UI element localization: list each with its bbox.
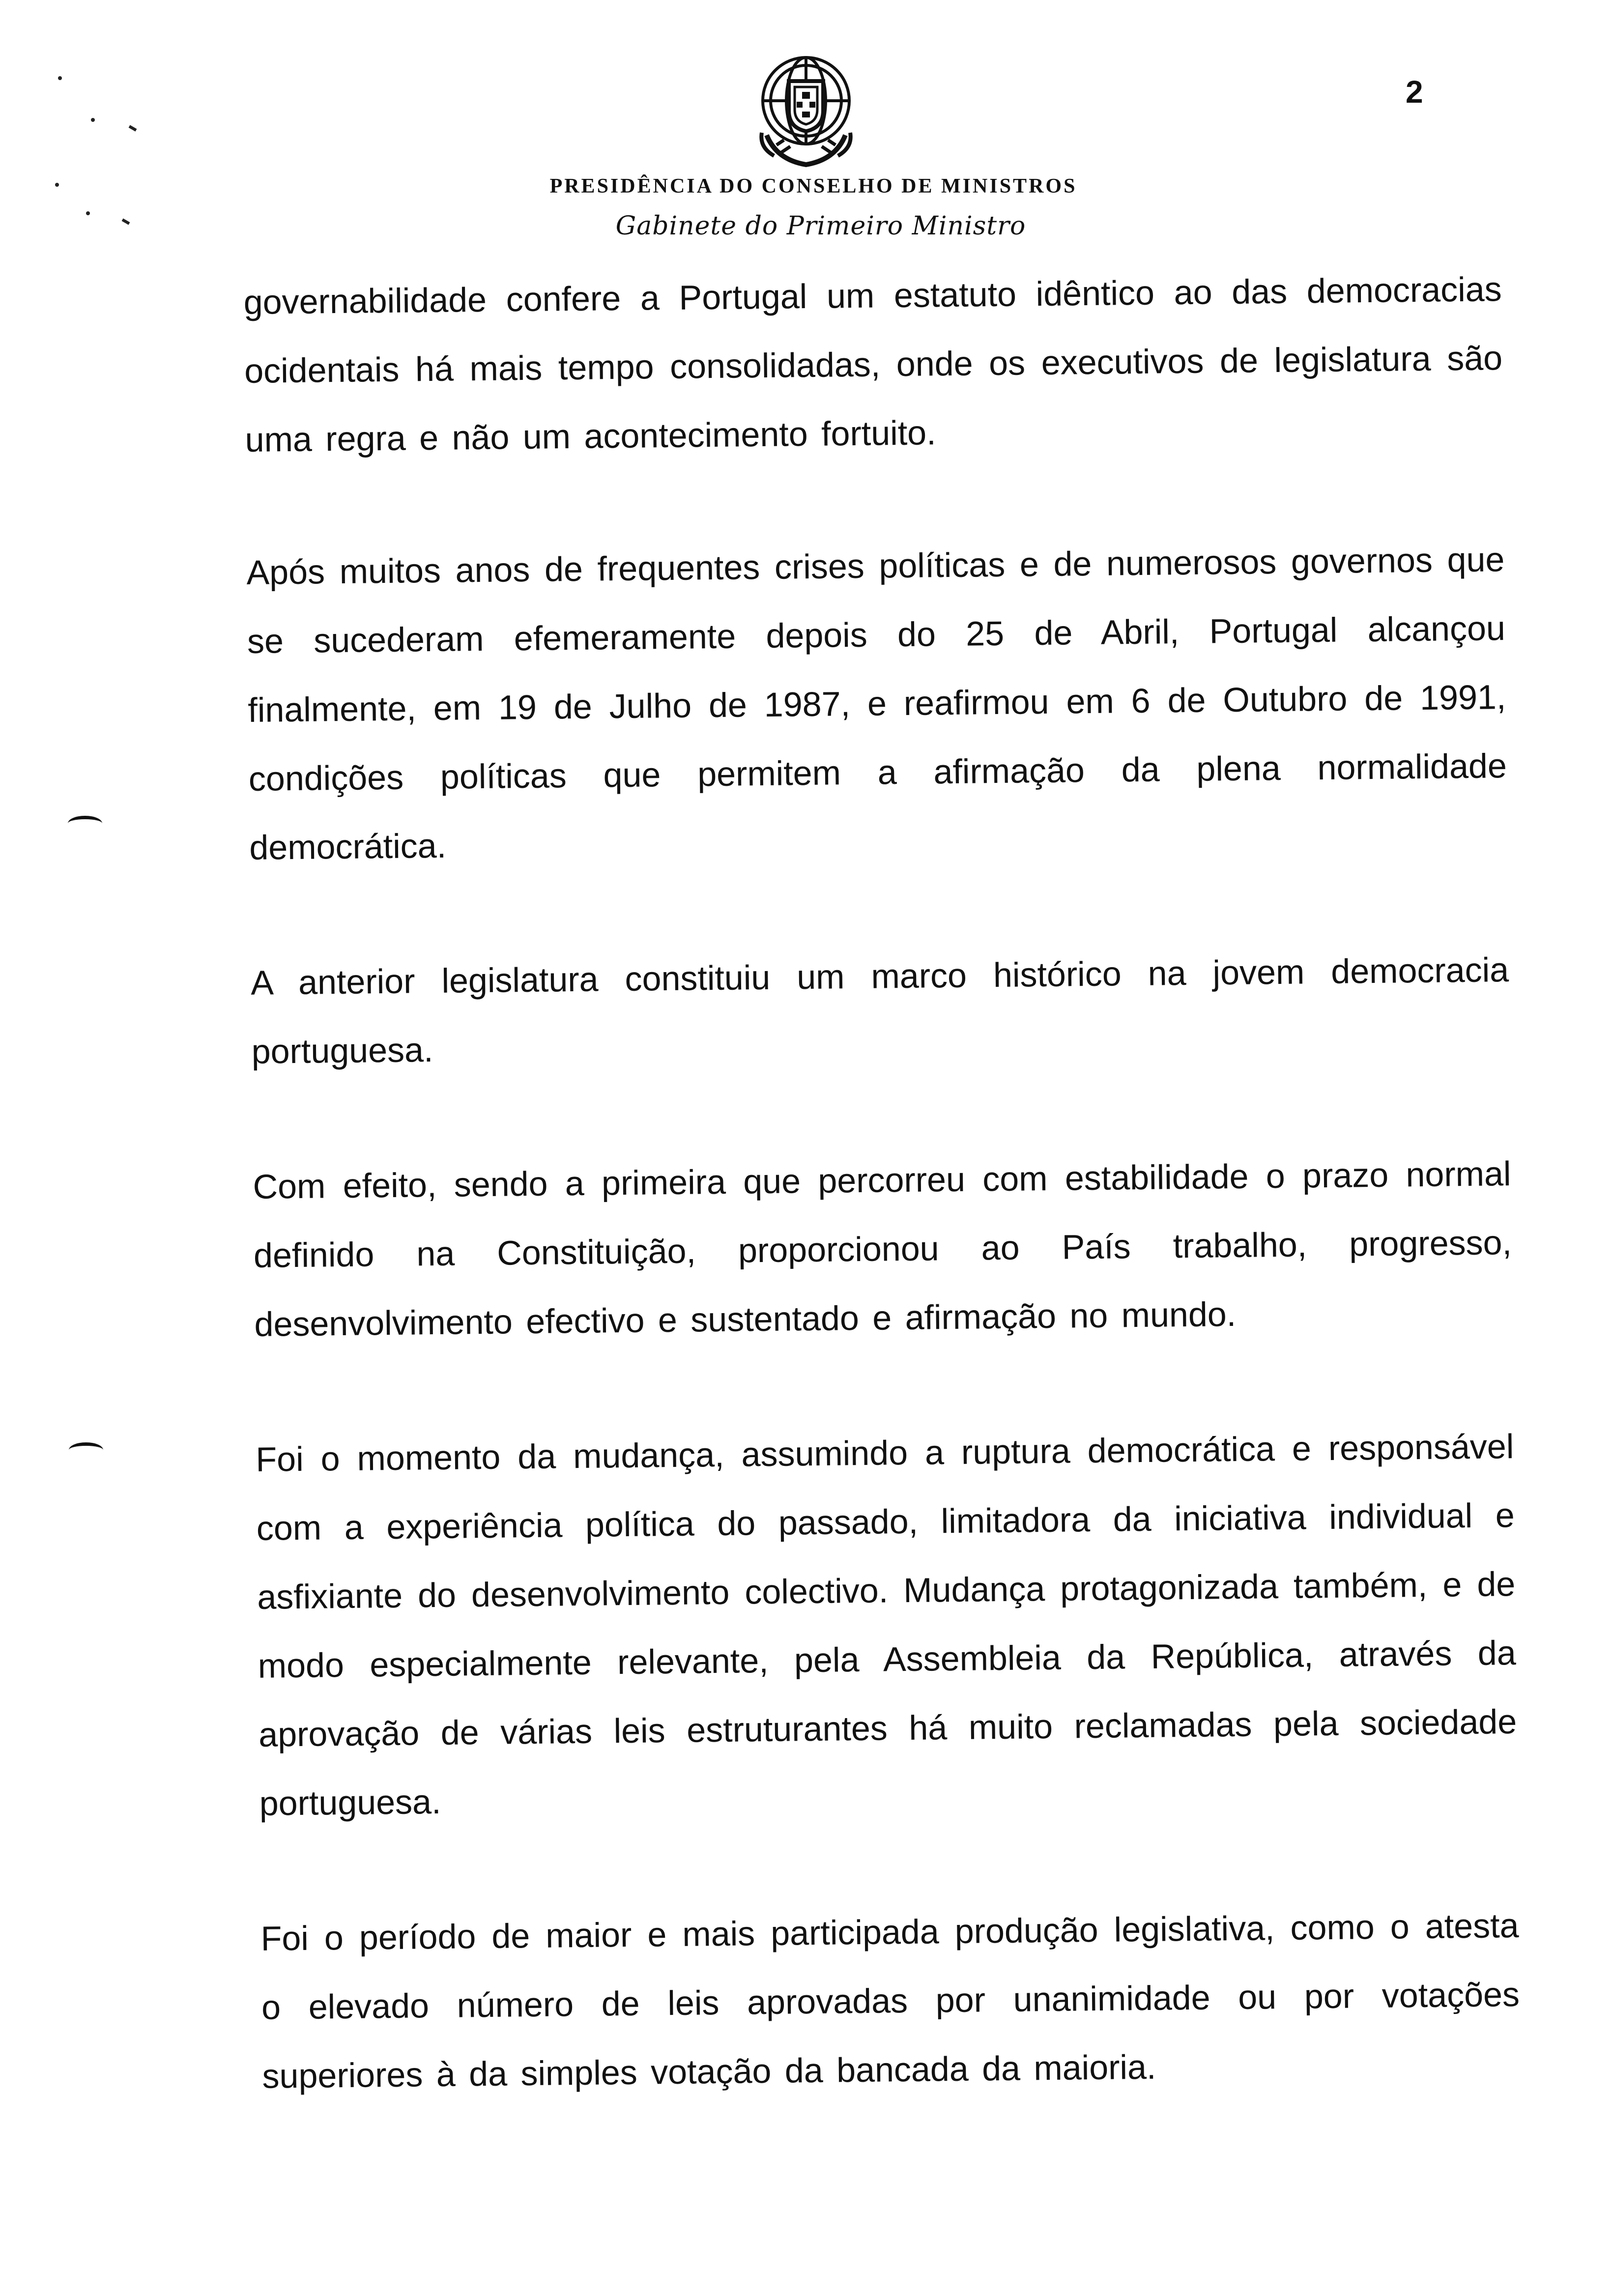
margin-bracket-mark (69, 1442, 103, 1458)
paragraph: governabilidade confere a Portugal um estatuto idêntico ao das democracias ocidentais há mais tempo consolidadas, onde os executivos de legislatura são uma regra e não um acontecimento fortuito. (243, 270, 1503, 459)
margin-speck (129, 125, 137, 131)
paragraph: Foi o período de maior e mais participada produção legislativa, como o atesta o elevado número de leis aprovadas por unanimidade ou por votações superiores à da simples votação da bancada da maioria. (260, 1906, 1520, 2095)
margin-bracket-mark (68, 816, 102, 831)
margin-speck (58, 76, 62, 80)
paragraph: A anterior legislatura constituiu um marco histórico na jovem democracia portuguesa. (250, 950, 1509, 1071)
office-subheading: Gabinete do Primeiro Ministro (615, 211, 1026, 241)
document-body (243, 255, 1522, 2177)
paragraph: Após muitos anos de frequentes crises políticas e de numerosos governos que se sucederam efemeramente depois do 25 de Abril, Portugal alcançou finalmente, em 19 de Julho de 1987, e reafirmou em 6 de Outubro de 1991, condições políticas que permitem a afirmação da plena normalidade democrática. (246, 540, 1507, 867)
institution-heading: PRESIDÊNCIA DO CONSELHO DE MINISTROS (549, 175, 1077, 198)
paragraph: Foi o momento da mudança, assumindo a ruptura democrática e responsável com a experiência política do passado, limitadora da iniciativa individual e asfixiante do desenvolvimento colectivo. Mudança protagonizada também, e de modo especialmente relevante, pela Assembleia da República, através da aprovação de várias leis estruturantes há muito reclamadas pela sociedade portuguesa. (255, 1427, 1517, 1823)
paragraph: Com efeito, sendo a primeira que percorreu com estabilidade o prazo normal definido na Constituição, proporcionou ao País trabalho, progresso, desenvolvimento efectivo e sustentado e afirmação no mundo. (253, 1154, 1512, 1344)
page-number: 2 (1406, 74, 1423, 110)
portuguese-coat-of-arms-icon (747, 47, 865, 170)
margin-speck (91, 118, 95, 122)
